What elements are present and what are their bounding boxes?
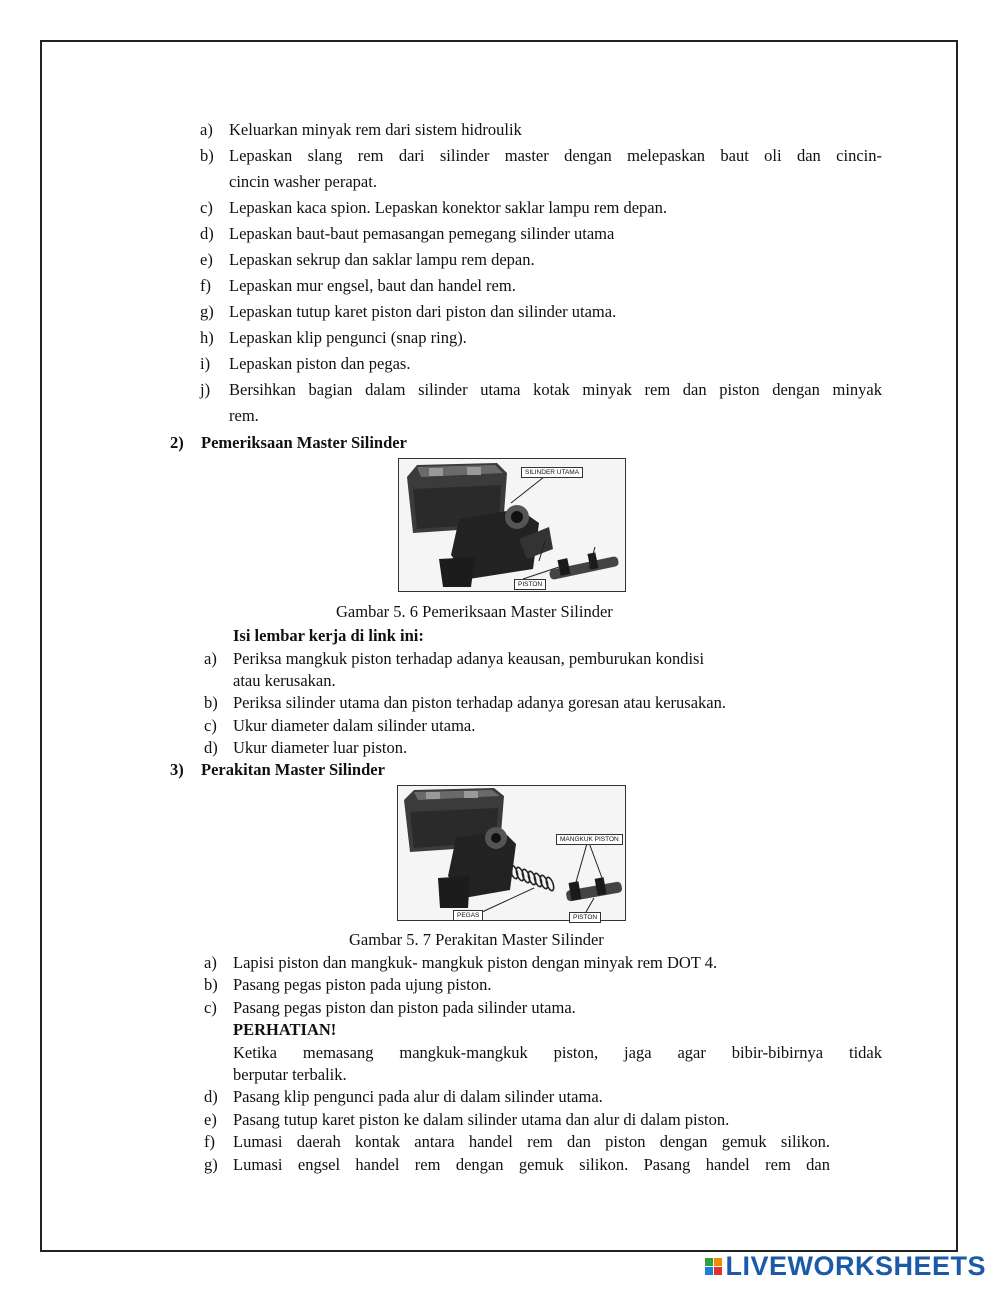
list-marker: f) [204,1132,215,1151]
list-marker: a) [204,953,217,972]
list-marker: h) [200,328,214,347]
warning-title: PERHATIAN! [233,1020,337,1039]
figure-caption: Gambar 5. 6 Pemeriksaan Master Silinder [336,602,613,621]
list-text: Lepaskan tutup karet piston dari piston dan silinder utama. [229,302,617,321]
list-marker: b) [204,975,218,994]
list-text: cincin washer perapat. [229,172,377,191]
label-silinder-utama: SILINDER UTAMA [521,467,583,478]
section-title: Perakitan Master Silinder [201,760,385,779]
worksheet-note: Isi lembar kerja di link ini: [233,626,424,645]
warning-text: Ketika memasang mangkuk-mangkuk piston, jaga agar bibir-bibirnya tidak [233,1043,882,1062]
icon-square [705,1258,713,1266]
figure-caption: Gambar 5. 7 Perakitan Master Silinder [349,930,604,949]
liveworksheets-icon [705,1258,722,1275]
list-text: Lepaskan sekrup dan saklar lampu rem depan. [229,250,535,269]
list-text: Pasang pegas piston pada ujung piston. [233,975,492,994]
list-text: rem. [229,406,259,425]
label-pegas: PEGAS [453,910,483,921]
list-marker: a) [204,649,217,668]
list-marker: d) [204,738,218,757]
list-text: Pasang pegas piston dan piston pada silinder utama. [233,998,576,1017]
list-text: Keluarkan minyak rem dari sistem hidroulik [229,120,522,139]
figure-master-cylinder-inspection [398,458,626,592]
list-text: Ukur diameter dalam silinder utama. [233,716,476,735]
icon-square [714,1258,722,1266]
label-mangkuk-piston: MANGKUK PISTON [556,834,623,845]
list-text: Bersihkan bagian dalam silinder utama kotak minyak rem dan piston dengan minyak [229,380,882,399]
section-title: Pemeriksaan Master Silinder [201,433,407,452]
master-cylinder-illustration [399,459,624,590]
list-marker: a) [200,120,213,139]
list-text: Lepaskan klip pengunci (snap ring). [229,328,467,347]
label-piston: PISTON [514,579,546,590]
list-marker: j) [200,380,211,399]
section-number: 2) [170,433,184,452]
warning-text: berputar terbalik. [233,1065,347,1084]
list-text: Lumasi engsel handel rem dengan gemuk silikon. Pasang handel rem dan [233,1155,830,1174]
list-text: Lepaskan baut-baut pemasangan pemegang silinder utama [229,224,615,243]
list-marker: b) [204,693,218,712]
list-marker: i) [200,354,211,373]
list-text: Periksa silinder utama dan piston terhadap adanya goresan atau kerusakan. [233,693,726,712]
list-text: Lepaskan mur engsel, baut dan handel rem. [229,276,516,295]
list-text: Lapisi piston dan mangkuk- mangkuk piston dengan minyak rem DOT 4. [233,953,718,972]
list-marker: d) [204,1087,218,1106]
list-marker: e) [200,250,213,269]
list-text: Pasang tutup karet piston ke dalam silinder utama dan alur di dalam piston. [233,1110,730,1129]
liveworksheets-logo[interactable] [705,1251,986,1282]
list-marker: c) [204,998,217,1017]
list-marker: c) [204,716,217,735]
list-text: Ukur diameter luar piston. [233,738,408,757]
page-border [40,40,958,1252]
list-marker: b) [200,146,214,165]
list-text: Lumasi daerah kontak antara handel rem dan piston dengan gemuk silikon. [233,1132,830,1151]
list-marker: d) [200,224,214,243]
label-piston: PISTON [569,912,601,923]
list-text: Lepaskan kaca spion. Lepaskan konektor saklar lampu rem depan. [229,198,668,217]
section-number: 3) [170,760,184,779]
list-text: atau kerusakan. [233,671,336,690]
icon-square [705,1267,713,1275]
list-marker: c) [200,198,213,217]
list-text: Periksa mangkuk piston terhadap adanya keausan, pemburukan kondisi [233,649,705,668]
figure-master-cylinder-assembly [397,785,626,921]
list-marker: g) [204,1155,218,1174]
list-text: Lepaskan slang rem dari silinder master dengan melepaskan baut oli dan cincin- [229,146,882,165]
list-text: Pasang klip pengunci pada alur di dalam silinder utama. [233,1087,603,1106]
list-marker: f) [200,276,211,295]
list-marker: g) [200,302,214,321]
list-marker: e) [204,1110,217,1129]
master-cylinder-assembly-illustration [398,786,624,919]
list-text: Lepaskan piston dan pegas. [229,354,411,373]
brand-name: LIVEWORKSHEETS [725,1251,986,1281]
icon-square [714,1267,722,1275]
